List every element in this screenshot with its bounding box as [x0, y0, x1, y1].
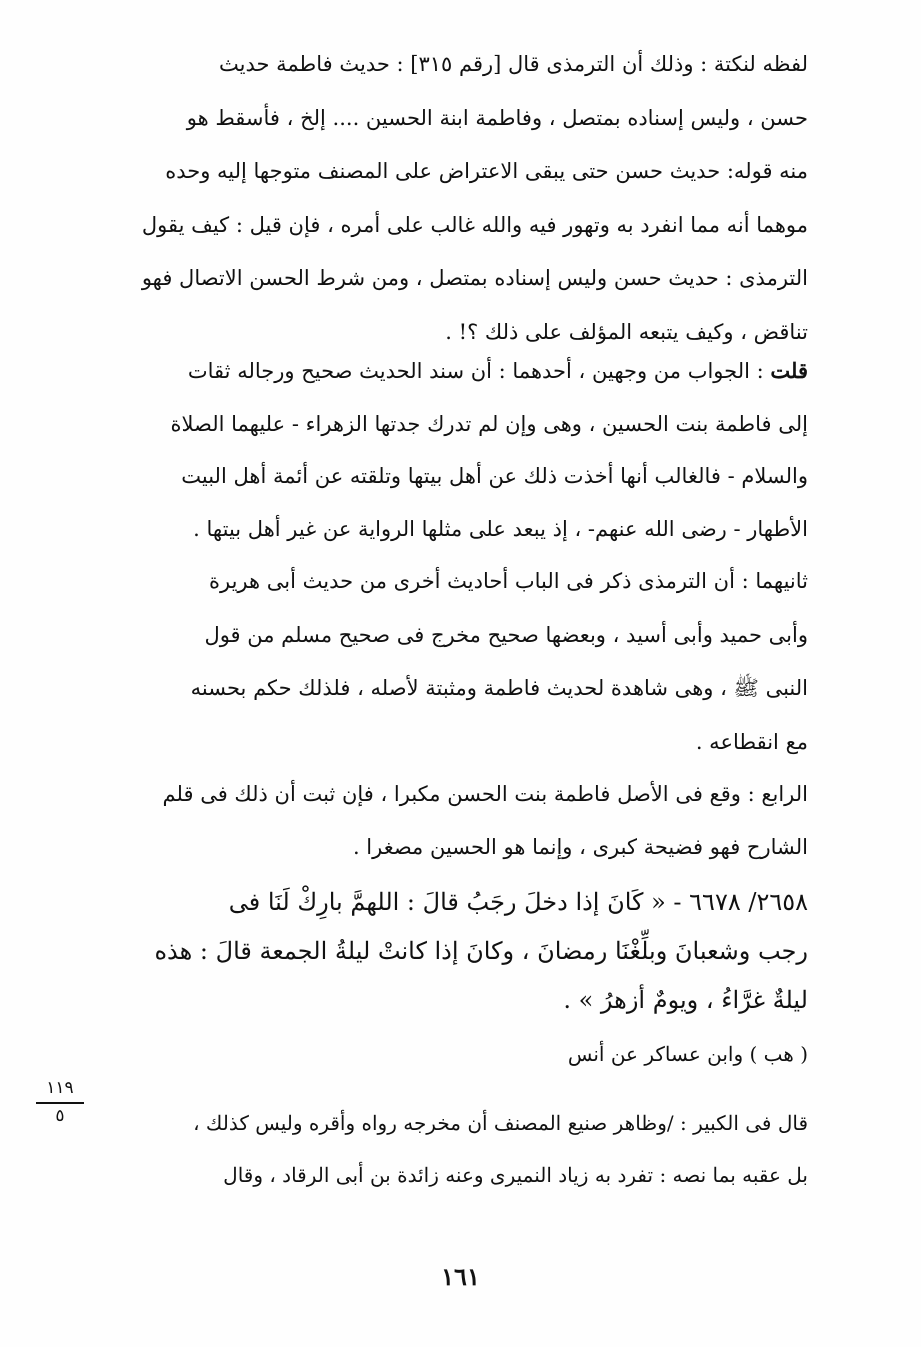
text-line: والسلام - فالغالب أنها أخذت ذلك عن أهل بيتها وتلقته عن أئمة أهل البيت [181, 464, 808, 488]
text-line: تناقض ، وكيف يتبعه المؤلف على ذلك ؟! . [445, 319, 808, 344]
margin-rule [36, 1102, 84, 1104]
text-line: الأطهار - رضى الله عنهم- ، إذ يبعد على مثلها الرواية عن غير أهل بيتها . [193, 516, 808, 541]
text-line [100, 345, 808, 398]
lead-word: قلت [770, 358, 808, 383]
text-line: لفظه لنكتة : وذلك أن الترمذى قال [رقم ٣١٥] : حديث فاطمة حديث [219, 52, 808, 76]
text-line: قال فى الكبير : /وظاهر صنيع المصنف أن مخرجه رواه وأقره وليس كذلك ، [193, 1111, 808, 1135]
paragraph-commentary-2 [100, 345, 808, 555]
paragraph-commentary-3 [100, 555, 808, 769]
hadith-line: ليلةٌ غرَّاءُ ، ويومٌ أزهرُ » . [563, 986, 808, 1014]
text-line: بل عقبه بما نصه : تفرد به زياد النميرى وعنه زائدة بن أبى الرقاد ، وقال [223, 1163, 808, 1187]
text-line: مع انقطاعه . [695, 729, 808, 754]
margin-number-bottom: ٥ [55, 1106, 65, 1126]
text-line: النبى ﷺ ، وهى شاهدة لحديث فاطمة ومثبتة لأصله ، فلذلك حكم بحسنه [190, 676, 808, 700]
hadith-source: ( هب ) وابن عساكر عن أنس [567, 1042, 808, 1066]
paragraph-commentary-1 [100, 38, 808, 359]
text-line: ثانيهما : أن الترمذى ذكر فى الباب أحاديث أخرى من حديث أبى هريرة [208, 569, 808, 593]
hadith-line: ٢٦٥٨/ ٦٦٧٨ - « كَانَ إذا دخلَ رجَبُ قالَ : اللهمَّ بارِكْ لَنَا فى [228, 888, 808, 916]
paragraph-commentary-4 [100, 768, 808, 874]
text-line: وأبى حميد وأبى أسيد ، وبعضها صحيح مخرج فى صحيح مسلم من قول [204, 622, 808, 647]
text-line-rest: : الجواب من وجهين ، أحدهما : أن سند الحديث صحيح ورجاله ثقات [187, 359, 771, 383]
margin-number-top: ١١٩ [46, 1078, 74, 1098]
text-line: منه قوله: حديث حسن حتى يبقى الاعتراض على المصنف متوجها إليه وحده [165, 159, 808, 183]
paragraph-commentary-5 [100, 1097, 808, 1201]
text-line: حسن ، وليس إسناده بمتصل ، وفاطمة ابنة الحسين .... إلخ ، فأسقط هو [186, 105, 808, 130]
hadith-line: رجب وشعبانَ وبلِّغْنَا رمضانَ ، وكانَ إذا كانتْ ليلةُ الجمعة قالَ : هذه [154, 937, 808, 965]
text-line: إلى فاطمة بنت الحسين ، وهى وإن لم تدرك جدتها الزهراء - عليهما الصلاة [170, 411, 808, 436]
hadith-text [100, 878, 808, 1025]
text-line: الترمذى : حديث حسن وليس إسناده بمتصل ، ومن شرط الحسن الاتصال فهو [141, 266, 808, 290]
text-line: موهما أنه مما انفرد به وتهور فيه والله غالب على أمره ، فإن قيل : كيف يقول [141, 212, 808, 237]
text-line: الشارح فهو فضيحة كبرى ، وإنما هو الحسين مصغرا . [352, 835, 808, 859]
text-line: الرابع : وقع فى الأصل فاطمة بنت الحسن مكبرا ، فإن ثبت أن ذلك فى قلم [162, 782, 808, 806]
page-number: ١٦١ [441, 1262, 480, 1291]
margin-page-reference [30, 1078, 90, 1126]
